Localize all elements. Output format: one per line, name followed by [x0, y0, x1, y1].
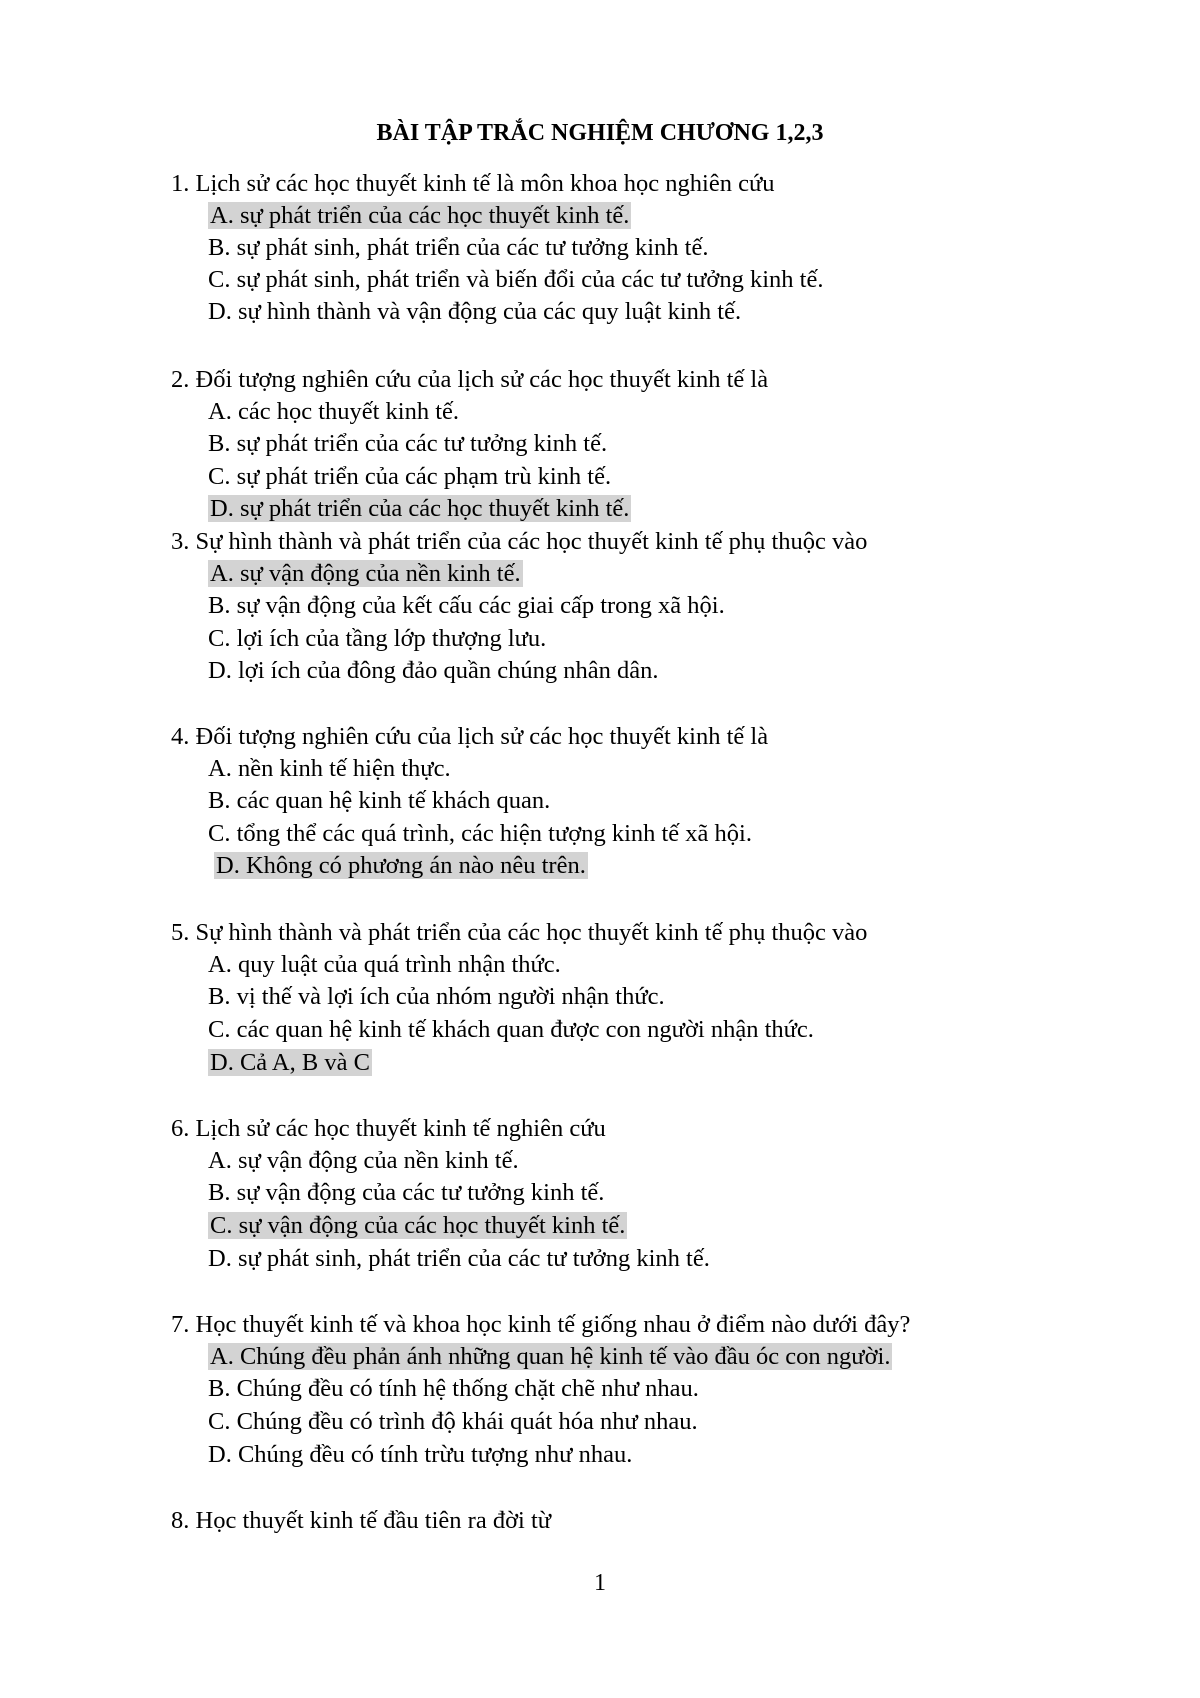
- question-3-option-a: [208, 558, 523, 590]
- question-6-option-c: [208, 1210, 627, 1242]
- highlighted-answer: D. sự phát triển của các học thuyết kinh tế.: [210, 495, 630, 522]
- question-1-option-c: C. sự phát sinh, phát triển và biến đổi của các tư tưởng kinh tế.: [208, 266, 824, 293]
- highlighted-answer: D. Không có phương án nào nêu trên.: [216, 852, 586, 879]
- question-7-option-a: [208, 1341, 892, 1373]
- question-4-option-d: [214, 850, 588, 882]
- highlighted-answer: A. Chúng đều phản ánh những quan hệ kinh tế vào đầu óc con người.: [210, 1343, 891, 1370]
- question-3-option-c: C. lợi ích của tầng lớp thượng lưu.: [208, 625, 547, 652]
- question-5-stem: 5. Sự hình thành và phát triển của các học thuyết kinh tế phụ thuộc vào: [171, 919, 868, 946]
- question-1-option-b: B. sự phát sinh, phát triển của các tư tưởng kinh tế.: [208, 234, 709, 261]
- question-7-stem: 7. Học thuyết kinh tế và khoa học kinh tế giống nhau ở điểm nào dưới đây?: [171, 1311, 911, 1338]
- page-title: BÀI TẬP TRẮC NGHIỆM CHƯƠNG 1,2,3: [376, 120, 824, 146]
- question-5-option-d: [208, 1047, 372, 1079]
- question-4-option-c: C. tổng thể các quá trình, các hiện tượng kinh tế xã hội.: [208, 820, 752, 847]
- question-1-option-a: [208, 200, 631, 232]
- question-2-option-b: B. sự phát triển của các tư tưởng kinh tế.: [208, 430, 608, 457]
- question-2-option-c: C. sự phát triển của các phạm trù kinh tế.: [208, 463, 612, 490]
- page-number: 1: [594, 1570, 606, 1596]
- question-2-option-d: [208, 493, 631, 525]
- question-7-option-b: B. Chúng đều có tính hệ thống chặt chẽ như nhau.: [208, 1375, 699, 1402]
- question-6-option-b: B. sự vận động của các tư tưởng kinh tế.: [208, 1179, 605, 1206]
- question-6-stem: 6. Lịch sử các học thuyết kinh tế nghiên cứu: [171, 1115, 606, 1142]
- question-6-option-d: D. sự phát sinh, phát triển của các tư tưởng kinh tế.: [208, 1245, 710, 1272]
- question-4-option-b: B. các quan hệ kinh tế khách quan.: [208, 787, 551, 814]
- question-2-option-a: A. các học thuyết kinh tế.: [208, 398, 460, 425]
- question-5-option-b: B. vị thế và lợi ích của nhóm người nhận thức.: [208, 983, 665, 1010]
- highlighted-answer: A. sự vận động của nền kinh tế.: [210, 560, 521, 587]
- question-8-stem: 8. Học thuyết kinh tế đầu tiên ra đời từ: [171, 1507, 552, 1534]
- question-1-option-d: D. sự hình thành và vận động của các quy luật kinh tế.: [208, 298, 742, 325]
- question-5-option-a: A. quy luật của quá trình nhận thức.: [208, 951, 561, 978]
- question-4-stem: 4. Đối tượng nghiên cứu của lịch sử các học thuyết kinh tế là: [171, 723, 769, 750]
- question-1-stem: 1. Lịch sử các học thuyết kinh tế là môn khoa học nghiên cứu: [171, 170, 775, 197]
- question-3-option-b: B. sự vận động của kết cấu các giai cấp trong xã hội.: [208, 592, 725, 619]
- question-5-option-c: C. các quan hệ kinh tế khách quan được con người nhận thức.: [208, 1016, 814, 1043]
- highlighted-answer: A. sự phát triển của các học thuyết kinh tế.: [210, 202, 630, 229]
- question-6-option-a: A. sự vận động của nền kinh tế.: [208, 1147, 519, 1174]
- question-2-stem: 2. Đối tượng nghiên cứu của lịch sử các học thuyết kinh tế là: [171, 366, 769, 393]
- question-3-option-d: D. lợi ích của đông đảo quần chúng nhân dân.: [208, 657, 659, 684]
- question-7-option-d: D. Chúng đều có tính trừu tượng như nhau.: [208, 1441, 633, 1468]
- question-7-option-c: C. Chúng đều có trình độ khái quát hóa như nhau.: [208, 1408, 698, 1435]
- highlighted-answer: D. Cả A, B và C: [210, 1049, 370, 1076]
- question-4-option-a: A. nền kinh tế hiện thực.: [208, 755, 451, 782]
- highlighted-answer: C. sự vận động của các học thuyết kinh tế.: [210, 1212, 626, 1239]
- question-3-stem: 3. Sự hình thành và phát triển của các học thuyết kinh tế phụ thuộc vào: [171, 528, 868, 555]
